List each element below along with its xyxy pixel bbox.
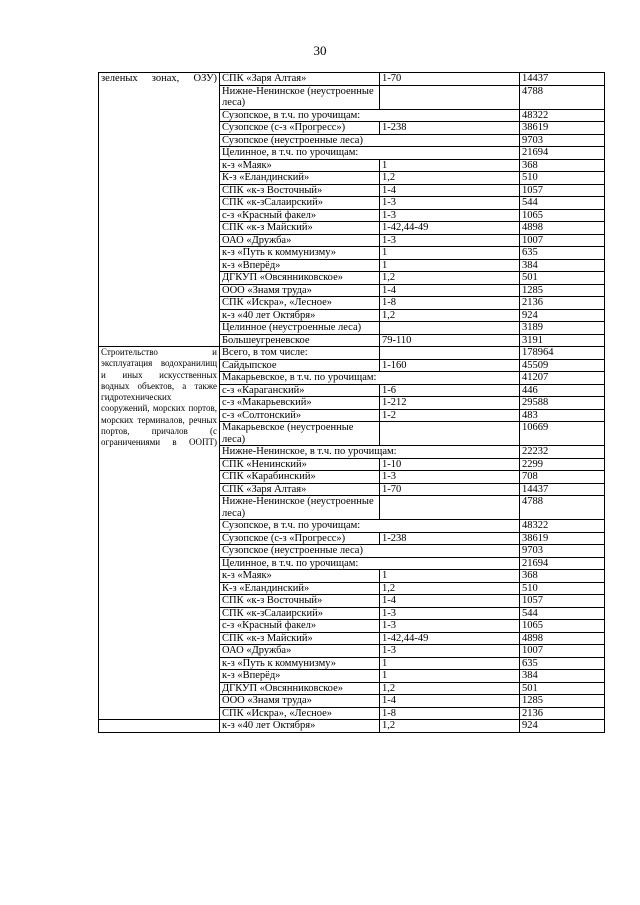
place-cell: с-з «Макарьевский» bbox=[220, 397, 380, 410]
area-cell: 14437 bbox=[520, 73, 605, 86]
purpose-cell: Строительство и эксплуатация водохранилищ и иных искусственных водных объектов, а также гидротехнических сооружений, морских портов, морских терминалов, речных портов, причалов (с ограничениями в ООПТ) bbox=[99, 347, 220, 720]
place-cell: Всего, в том числе: bbox=[220, 347, 380, 360]
area-cell: 384 bbox=[520, 259, 605, 272]
area-cell: 446 bbox=[520, 384, 605, 397]
place-cell: Сузопское (неустроенные леса) bbox=[220, 545, 520, 558]
area-cell: 4788 bbox=[520, 496, 605, 520]
area-cell: 544 bbox=[520, 607, 605, 620]
quarters-cell: 1 bbox=[380, 570, 520, 583]
quarters-cell: 1-212 bbox=[380, 397, 520, 410]
area-cell: 38619 bbox=[520, 532, 605, 545]
area-cell: 1007 bbox=[520, 234, 605, 247]
area-cell: 1007 bbox=[520, 645, 605, 658]
place-cell: СПК «Карабинский» bbox=[220, 471, 380, 484]
place-cell: Нижне-Ненинское, в т.ч. по урочищам: bbox=[220, 446, 520, 459]
quarters-cell: 1-8 bbox=[380, 707, 520, 720]
place-cell: с-з «Солтонский» bbox=[220, 409, 380, 422]
area-cell: 1285 bbox=[520, 695, 605, 708]
place-cell: к-з «Маяк» bbox=[220, 570, 380, 583]
area-cell: 4898 bbox=[520, 222, 605, 235]
place-cell: к-з «Маяк» bbox=[220, 159, 380, 172]
area-cell: 2136 bbox=[520, 297, 605, 310]
area-cell: 45509 bbox=[520, 359, 605, 372]
quarters-cell: 79-110 bbox=[380, 334, 520, 347]
quarters-cell bbox=[380, 347, 520, 360]
area-cell: 14437 bbox=[520, 483, 605, 496]
place-cell: ОАО «Дружба» bbox=[220, 234, 380, 247]
place-cell: ДГКУП «Овсянниковское» bbox=[220, 272, 380, 285]
area-cell: 924 bbox=[520, 309, 605, 322]
area-cell: 38619 bbox=[520, 122, 605, 135]
place-cell: СПК «к-зСалаирский» bbox=[220, 607, 380, 620]
place-cell: Нижне-Ненинское (неустроенные леса) bbox=[220, 496, 380, 520]
place-cell: Целинное, в т.ч. по урочищам: bbox=[220, 557, 520, 570]
area-cell: 510 bbox=[520, 582, 605, 595]
purpose-cell: зеленых зонах, ОЗУ) bbox=[99, 73, 220, 347]
table-row bbox=[99, 73, 605, 86]
quarters-cell: 1,2 bbox=[380, 172, 520, 185]
place-cell: Макарьевское, в т.ч. по урочищам: bbox=[220, 372, 520, 385]
quarters-cell: 1 bbox=[380, 247, 520, 260]
place-cell: Большеугреневское bbox=[220, 334, 380, 347]
forest-area-table bbox=[98, 72, 605, 733]
area-cell: 4788 bbox=[520, 85, 605, 109]
place-cell: к-з «Вперёд» bbox=[220, 670, 380, 683]
area-cell: 21694 bbox=[520, 147, 605, 160]
place-cell: Сузопское, в т.ч. по урочищам: bbox=[220, 109, 520, 122]
quarters-cell: 1,2 bbox=[380, 272, 520, 285]
area-cell: 501 bbox=[520, 682, 605, 695]
quarters-cell bbox=[380, 85, 520, 109]
place-cell: Целинное (неустроенные леса) bbox=[220, 322, 380, 335]
area-cell: 21694 bbox=[520, 557, 605, 570]
quarters-cell bbox=[380, 422, 520, 446]
quarters-cell: 1-2 bbox=[380, 409, 520, 422]
place-cell: Сайдыпское bbox=[220, 359, 380, 372]
place-cell: Целинное, в т.ч. по урочищам: bbox=[220, 147, 520, 160]
area-cell: 1065 bbox=[520, 209, 605, 222]
place-cell: к-з «Вперёд» bbox=[220, 259, 380, 272]
place-cell: ОАО «Дружба» bbox=[220, 645, 380, 658]
area-cell: 501 bbox=[520, 272, 605, 285]
place-cell: ООО «Знамя труда» bbox=[220, 695, 380, 708]
quarters-cell: 1-3 bbox=[380, 645, 520, 658]
area-cell: 178964 bbox=[520, 347, 605, 360]
quarters-cell: 1-3 bbox=[380, 209, 520, 222]
area-cell: 3189 bbox=[520, 322, 605, 335]
quarters-cell: 1-42,44-49 bbox=[380, 222, 520, 235]
place-cell: СПК «Ненинский» bbox=[220, 458, 380, 471]
area-cell: 22232 bbox=[520, 446, 605, 459]
quarters-cell: 1 bbox=[380, 670, 520, 683]
place-cell: К-з «Еландинский» bbox=[220, 172, 380, 185]
quarters-cell: 1-8 bbox=[380, 297, 520, 310]
area-cell: 924 bbox=[520, 720, 605, 733]
table-row bbox=[99, 347, 605, 360]
place-cell: к-з «Путь к коммунизму» bbox=[220, 657, 380, 670]
quarters-cell: 1-160 bbox=[380, 359, 520, 372]
place-cell: СПК «к-з Майский» bbox=[220, 222, 380, 235]
area-cell: 48322 bbox=[520, 520, 605, 533]
place-cell: К-з «Еландинский» bbox=[220, 582, 380, 595]
area-cell: 9703 bbox=[520, 134, 605, 147]
quarters-cell: 1-42,44-49 bbox=[380, 632, 520, 645]
area-cell: 1285 bbox=[520, 284, 605, 297]
place-cell: с-з «Красный факел» bbox=[220, 209, 380, 222]
quarters-cell: 1-6 bbox=[380, 384, 520, 397]
quarters-cell: 1-70 bbox=[380, 483, 520, 496]
place-cell: Макарьевское (неустроенные леса) bbox=[220, 422, 380, 446]
table-row bbox=[99, 720, 605, 733]
quarters-cell: 1-4 bbox=[380, 184, 520, 197]
area-cell: 29588 bbox=[520, 397, 605, 410]
quarters-cell: 1-4 bbox=[380, 595, 520, 608]
place-cell: СПК «Заря Алтая» bbox=[220, 483, 380, 496]
place-cell: СПК «Заря Алтая» bbox=[220, 73, 380, 86]
quarters-cell: 1 bbox=[380, 657, 520, 670]
area-cell: 510 bbox=[520, 172, 605, 185]
place-cell: СПК «к-з Восточный» bbox=[220, 184, 380, 197]
place-cell: СПК «к-з Майский» bbox=[220, 632, 380, 645]
place-cell: к-з «Путь к коммунизму» bbox=[220, 247, 380, 260]
quarters-cell: 1-3 bbox=[380, 620, 520, 633]
place-cell: СПК «к-з Восточный» bbox=[220, 595, 380, 608]
quarters-cell: 1,2 bbox=[380, 720, 520, 733]
quarters-cell: 1-238 bbox=[380, 532, 520, 545]
area-cell: 1057 bbox=[520, 595, 605, 608]
place-cell: СПК «Искра», «Лесное» bbox=[220, 297, 380, 310]
quarters-cell: 1 bbox=[380, 159, 520, 172]
quarters-cell bbox=[380, 496, 520, 520]
quarters-cell: 1,2 bbox=[380, 582, 520, 595]
quarters-cell: 1-3 bbox=[380, 234, 520, 247]
place-cell: с-з «Караганский» bbox=[220, 384, 380, 397]
area-cell: 41207 bbox=[520, 372, 605, 385]
quarters-cell: 1-70 bbox=[380, 73, 520, 86]
quarters-cell bbox=[380, 322, 520, 335]
area-cell: 635 bbox=[520, 657, 605, 670]
place-cell: СПК «Искра», «Лесное» bbox=[220, 707, 380, 720]
place-cell: к-з «40 лет Октября» bbox=[220, 720, 380, 733]
area-cell: 1065 bbox=[520, 620, 605, 633]
area-cell: 384 bbox=[520, 670, 605, 683]
area-cell: 48322 bbox=[520, 109, 605, 122]
quarters-cell: 1-3 bbox=[380, 197, 520, 210]
quarters-cell: 1-4 bbox=[380, 695, 520, 708]
quarters-cell: 1-238 bbox=[380, 122, 520, 135]
quarters-cell: 1,2 bbox=[380, 682, 520, 695]
area-cell: 2136 bbox=[520, 707, 605, 720]
area-cell: 1057 bbox=[520, 184, 605, 197]
area-cell: 3191 bbox=[520, 334, 605, 347]
area-cell: 10669 bbox=[520, 422, 605, 446]
area-cell: 368 bbox=[520, 159, 605, 172]
quarters-cell: 1-3 bbox=[380, 607, 520, 620]
place-cell: Нижне-Ненинское (неустроенные леса) bbox=[220, 85, 380, 109]
area-cell: 483 bbox=[520, 409, 605, 422]
quarters-cell: 1-10 bbox=[380, 458, 520, 471]
area-cell: 544 bbox=[520, 197, 605, 210]
area-cell: 635 bbox=[520, 247, 605, 260]
quarters-cell: 1-3 bbox=[380, 471, 520, 484]
area-cell: 4898 bbox=[520, 632, 605, 645]
area-cell: 368 bbox=[520, 570, 605, 583]
quarters-cell: 1-4 bbox=[380, 284, 520, 297]
quarters-cell: 1,2 bbox=[380, 309, 520, 322]
place-cell: ООО «Знамя труда» bbox=[220, 284, 380, 297]
place-cell: к-з «40 лет Октября» bbox=[220, 309, 380, 322]
place-cell: ДГКУП «Овсянниковское» bbox=[220, 682, 380, 695]
place-cell: Сузопское (с-з «Прогресс») bbox=[220, 532, 380, 545]
place-cell: с-з «Красный факел» bbox=[220, 620, 380, 633]
area-cell: 9703 bbox=[520, 545, 605, 558]
quarters-cell: 1 bbox=[380, 259, 520, 272]
place-cell: Сузопское (неустроенные леса) bbox=[220, 134, 520, 147]
area-cell: 708 bbox=[520, 471, 605, 484]
page-number: 30 bbox=[313, 43, 327, 58]
place-cell: Сузопское (с-з «Прогресс») bbox=[220, 122, 380, 135]
area-cell: 2299 bbox=[520, 458, 605, 471]
place-cell: СПК «к-зСалаирский» bbox=[220, 197, 380, 210]
place-cell: Сузопское, в т.ч. по урочищам: bbox=[220, 520, 520, 533]
purpose-cell bbox=[99, 720, 220, 733]
